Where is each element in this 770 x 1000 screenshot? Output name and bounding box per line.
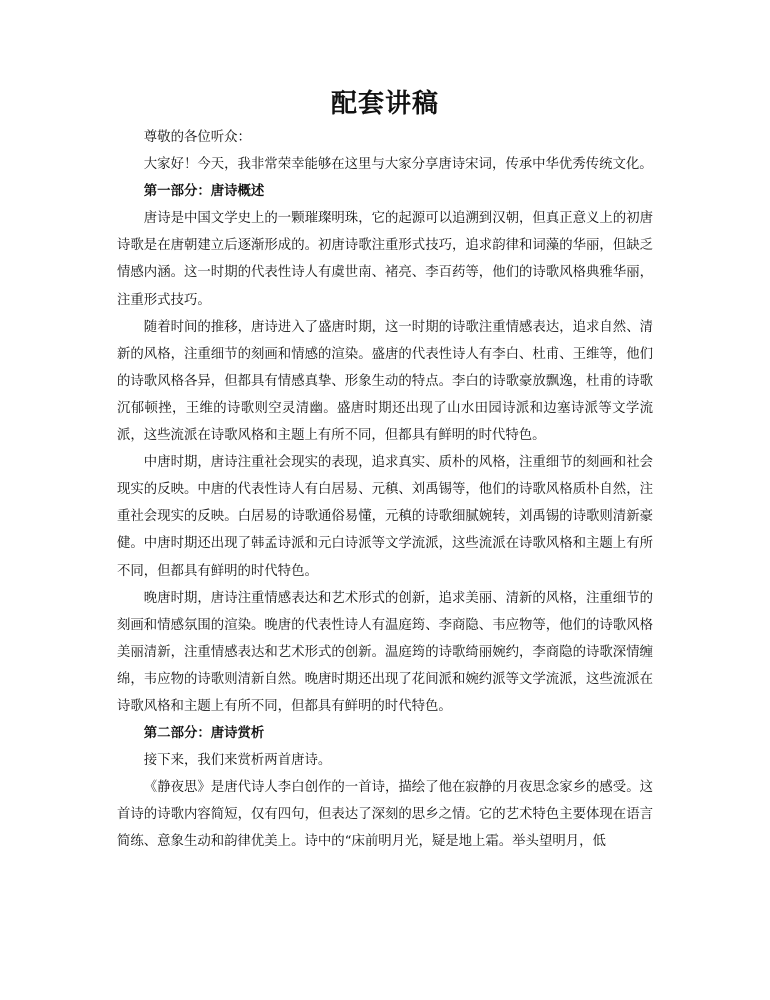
document-body [117,124,653,856]
paragraph-appreciation-intro: 接下来，我们来赏析两首唐诗。 [143,753,332,769]
paragraph-early-tang: 唐诗是中国文学史上的一颗璀璨明珠，它的起源可以追溯到汉朝，但真正意义上的初唐诗歌是在唐朝建立后逐渐形成的。初唐诗歌注重形式技巧，追求韵律和词藻的华丽，但缺乏情感内涵。这一时期的代表性诗人有虞世南、褚亮、李百药等，他们的诗歌风格典雅华丽，注重形式技巧。 [117,211,653,308]
greeting-paragraph: 尊敬的各位听众： [143,130,251,145]
paragraph-mid-tang: 中唐时期，唐诗注重社会现实的表现，追求真实、质朴的风格，注重细节的刻画和社会现实的反映。中唐的代表性诗人有白居易、元稹、刘禹锡等，他们的诗歌风格质朴自然，注重社会现实的反映。白居易的诗歌通俗易懂，元稹的诗歌细腻婉转，刘禹锡的诗歌则清新豪健。中唐时期还出现了韩孟诗派和元白诗派等文学流派，这些流派在诗歌风格和主题上有所不同，但都具有鲜明的时代特色。 [117,455,653,579]
paragraph-late-tang: 晚唐时期，唐诗注重情感表达和艺术形式的创新，追求美丽、清新的风格，注重细节的刻画和情感氛围的渲染。晚唐的代表性诗人有温庭筠、李商隐、韦应物等，他们的诗歌风格美丽清新，注重情感表达和艺术形式的创新。温庭筠的诗歌绮丽婉约，李商隐的诗歌深情缠绵，韦应物的诗歌则清新自然。晚唐时期还出现了花间派和婉约派等文学流派，这些流派在诗歌风格和主题上有所不同，但都具有鲜明的时代特色。 [117,590,653,714]
section-heading-part-one: 第一部分：唐诗概述 [143,183,265,200]
paragraph-jingyesi: 《静夜思》是唐代诗人李白创作的一首诗，描绘了他在寂静的月夜思念家乡的感受。这首诗的诗歌内容简短，仅有四句，但表达了深刻的思乡之情。它的艺术特色主要体现在语言简练、意象生动和韵律优美上。诗中的“床前明月光，疑是地上霜。举头望明月，低 [117,780,653,850]
section-heading-part-two: 第二部分：唐诗赏析 [143,725,265,742]
document-title: 配套讲稿 [330,89,439,119]
paragraph-high-tang: 随着时间的推移，唐诗进入了盛唐时期，这一时期的诗歌注重情感表达，追求自然、清新的风格，注重细节的刻画和情感的渲染。盛唐的代表性诗人有李白、杜甫、王维等，他们的诗歌风格各异，但都具有情感真挚、形象生动的特点。李白的诗歌豪放飘逸，杜甫的诗歌沉郁顿挫，王维的诗歌则空灵清幽。盛唐时期还出现了山水田园诗派和边塞诗派等文学流派，这些流派在诗歌风格和主题上有所不同，但都具有鲜明的时代特色。 [117,319,653,444]
opening-paragraph: 大家好！今天，我非常荣幸能够在这里与大家分享唐诗宋词，传承中华优秀传统文化。 [143,157,653,173]
